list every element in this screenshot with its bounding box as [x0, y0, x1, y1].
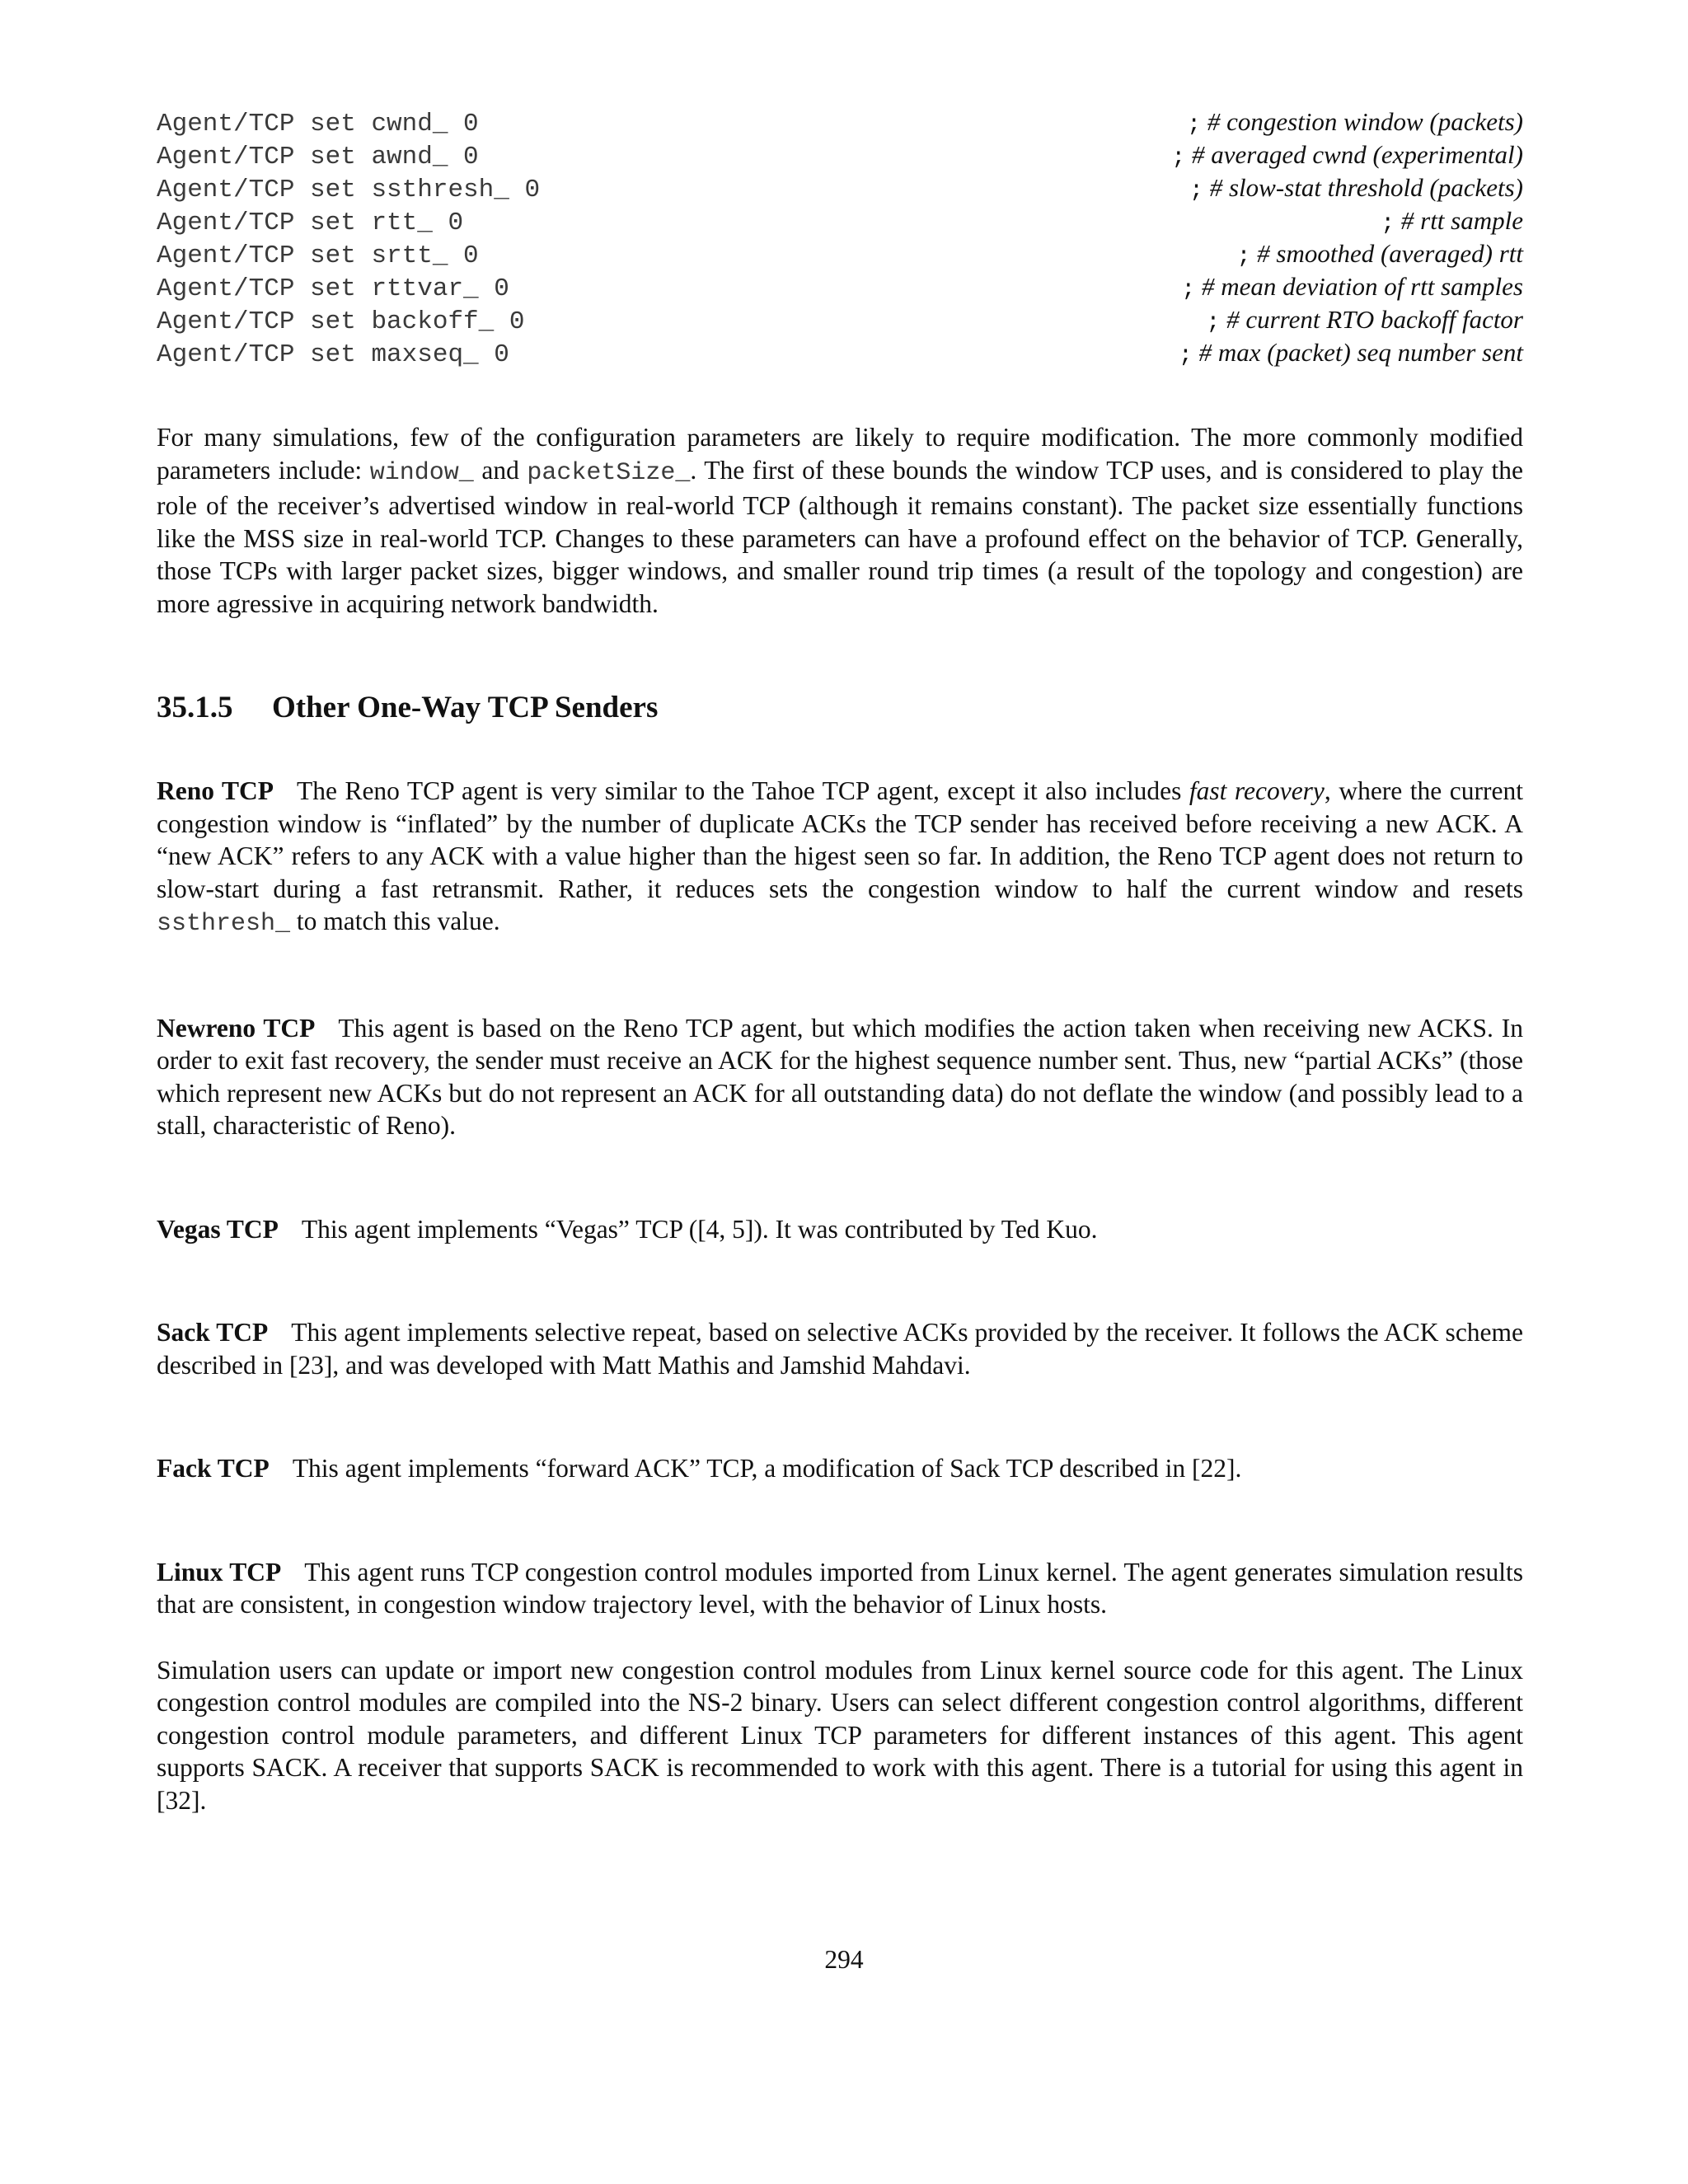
code-comment [1189, 171, 1523, 208]
comment-text: # congestion window (packets) [1207, 107, 1523, 136]
code-text: Agent/TCP set awnd_ 0 [157, 143, 479, 171]
semicolon: ; [1181, 277, 1196, 302]
linux-paragraph [157, 1556, 1523, 1621]
code-line [157, 237, 1523, 270]
paragraph-text: The Reno TCP agent is very similar to the Tahoe TCP agent, except it also includes [296, 776, 1189, 805]
semicolon: ; [1236, 244, 1251, 269]
vegas-paragraph [157, 1213, 1523, 1246]
paragraph-text: to match this value. [290, 907, 500, 935]
code-line [157, 336, 1523, 369]
comment-text: # current RTO backoff factor [1226, 305, 1523, 334]
comment-text: # max (packet) seq number sent [1198, 338, 1523, 367]
semicolon: ; [1206, 310, 1221, 335]
newreno-paragraph [157, 1012, 1523, 1142]
run-in-heading: Linux TCP [157, 1557, 282, 1586]
run-in-heading: Vegas TCP [157, 1214, 279, 1244]
linux-paragraph-2: Simulation users can update or import new congestion control modules from Linux kernel source code for this agent. The Linux congestion control modules are compiled into the NS-2 binary. Users can select different congestion control algorithms, different congestion control module parameters, and different Linux TCP parameters for different instances of this agent. This agent supports SACK. A receiver that supports SACK is recommended to work with this agent. There is a tutorial for using this agent in [32]. [157, 1655, 1523, 1815]
sack-paragraph [157, 1316, 1523, 1381]
code-comment [1237, 237, 1523, 274]
code-comment [1381, 204, 1523, 241]
code-text: Agent/TCP set maxseq_ 0 [157, 340, 509, 369]
comment-text: # averaged cwnd (experimental) [1191, 140, 1523, 169]
comment-text: # smoothed (averaged) rtt [1257, 239, 1523, 268]
code-comment [1181, 270, 1523, 307]
section-heading [157, 690, 1523, 725]
code-line [157, 171, 1523, 204]
intro-text: For many simulations, few of the configuration parameters are likely to require modification. The more commonly modified parameters include: [157, 423, 1523, 485]
reno-paragraph [157, 775, 1523, 941]
semicolon: ; [1171, 145, 1186, 171]
section-title: Other One-Way TCP Senders [272, 691, 659, 724]
code-line [157, 204, 1523, 237]
paragraph-text: , where the current congestion window is “inflated” by the number of duplicate ACKs the TCP sender has received before receiving a new ACK. A “new ACK” refers to any ACK with a value higher than the higest seen so far. In addition, the Reno TCP agent does not return to slow-start during a fast retransmit. Rather, it reduces sets the congestion window to half the current window and resets [157, 776, 1523, 903]
comment-text: # slow-stat threshold (packets) [1209, 173, 1523, 202]
page-number: 294 [824, 1945, 864, 1974]
paragraph-text: This agent is based on the Reno TCP agent, but which modifies the action taken when receiving new ACKS. In order to exit fast recovery, the sender must receive an ACK for the highest sequence number sent. Thus, new “partial ACKs” (those which represent new ACKs but do not represent an ACK for all outstanding data) do not deflate the window (and possibly lead to a stall, characteristic of Reno). [157, 1013, 1523, 1140]
code-comment [1207, 303, 1523, 340]
semicolon: ; [1179, 343, 1193, 368]
semicolon: ; [1381, 211, 1395, 237]
code-line [157, 138, 1523, 171]
code-text: Agent/TCP set srtt_ 0 [157, 241, 479, 270]
comment-text: # rtt sample [1400, 206, 1523, 235]
code-line [157, 270, 1523, 303]
inline-code: window_ [369, 458, 474, 487]
run-in-heading: Reno TCP [157, 776, 274, 805]
inline-code: packetSize_ [527, 458, 691, 487]
page-body [157, 105, 1523, 1816]
code-comment [1179, 336, 1523, 373]
code-line [157, 303, 1523, 336]
paragraph-text: This agent implements “forward ACK” TCP, a modification of Sack TCP described in [22]. [292, 1454, 1242, 1483]
code-comment [1187, 105, 1523, 142]
run-in-heading: Sack TCP [157, 1318, 269, 1347]
code-text: Agent/TCP set rttvar_ 0 [157, 274, 509, 303]
semicolon: ; [1189, 178, 1203, 204]
inline-code: ssthresh_ [157, 910, 291, 938]
code-text: Agent/TCP set rtt_ 0 [157, 209, 464, 237]
code-text: Agent/TCP set ssthresh_ 0 [157, 176, 541, 204]
run-in-heading: Newreno TCP [157, 1013, 316, 1043]
code-text: Agent/TCP set cwnd_ 0 [157, 110, 479, 138]
emphasis: fast recovery [1189, 776, 1325, 805]
code-text: Agent/TCP set backoff_ 0 [157, 307, 525, 336]
intro-text: . The first of these bounds the window TCP uses, and is considered to play the role of the receiver’s advertised window in real-world TCP (although it remains constant). The packet size essentially functions like the MSS size in real-world TCP. Changes to these parameters can have a profound effect on the behavior of TCP. Generally, those TCPs with larger packet sizes, bigger windows, and smaller round trip times (a result of the topology and congestion) are more agressive in acquiring network bandwidth. [157, 455, 1524, 618]
code-comment [1171, 138, 1523, 175]
section-number: 35.1.5 [157, 691, 233, 724]
paragraph-text: This agent runs TCP congestion control modules imported from Linux kernel. The agent generates simulation results that are consistent, in congestion window trajectory level, with the behavior of Linux hosts. [157, 1557, 1523, 1619]
intro-paragraph [157, 421, 1523, 620]
paragraph-text: This agent implements “Vegas” TCP ([4, 5]). It was contributed by Ted Kuo. [301, 1214, 1098, 1244]
fack-paragraph [157, 1452, 1523, 1485]
code-line [157, 105, 1523, 138]
intro-text: and [473, 455, 528, 485]
comment-text: # mean deviation of rtt samples [1201, 272, 1523, 301]
code-listing [157, 105, 1523, 369]
run-in-heading: Fack TCP [157, 1454, 270, 1483]
paragraph-text: This agent implements selective repeat, based on selective ACKs provided by the receiver. It follows the ACK scheme described in [23], and was developed with Matt Mathis and Jamshid Mahdavi. [157, 1318, 1524, 1380]
semicolon: ; [1187, 112, 1202, 138]
